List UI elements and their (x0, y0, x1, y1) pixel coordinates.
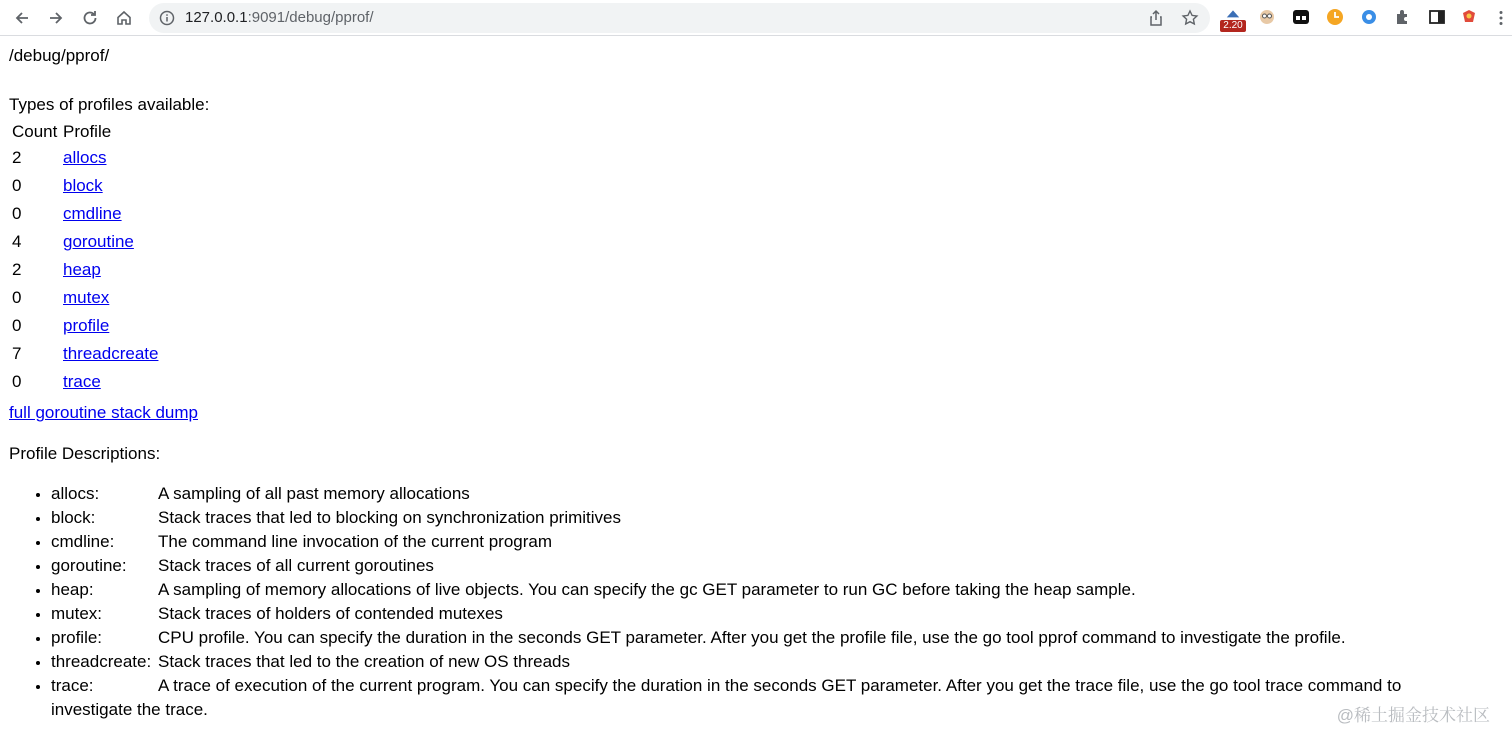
extension-badge: 2.20 (1220, 20, 1246, 32)
back-arrow-icon[interactable] (9, 5, 35, 31)
watermark: @稀土掘金技术社区 (1336, 706, 1490, 725)
profile-count: 2 (12, 260, 22, 279)
description-text: The command line invocation of the current program (158, 532, 553, 551)
browser-menu-kebab-icon[interactable] (1492, 5, 1510, 31)
profile-link-profile[interactable]: profile (63, 316, 110, 335)
list-item (51, 578, 1491, 602)
count-column-header: Count (12, 122, 58, 141)
profile-avatar[interactable] (1460, 8, 1478, 26)
description-name: • block: (51, 508, 96, 527)
profile-link-cmdline[interactable]: cmdline (63, 204, 122, 223)
description-name: • trace: (51, 676, 94, 695)
list-item (51, 506, 1491, 530)
forward-arrow-icon[interactable] (43, 5, 69, 31)
home-icon[interactable] (111, 5, 137, 31)
description-name: • threadcreate: (51, 652, 152, 671)
profile-link-threadcreate[interactable]: threadcreate (63, 344, 159, 363)
list-item (51, 554, 1491, 578)
description-text: Stack traces of all current goroutines (158, 556, 434, 575)
reload-icon[interactable] (77, 5, 103, 31)
description-name: • mutex: (51, 604, 103, 623)
descriptions-heading: Profile Descriptions: (9, 444, 161, 463)
list-item (51, 674, 1491, 722)
description-name: • heap: (51, 580, 94, 599)
table-row (12, 340, 158, 368)
list-item (51, 482, 1491, 506)
profile-link-block[interactable]: block (63, 176, 103, 195)
table-header-row (12, 120, 158, 144)
url-text[interactable] (185, 3, 374, 33)
address-bar[interactable] (149, 3, 1210, 33)
url-path: :9091/debug/pprof/ (247, 9, 374, 26)
description-continuation: investigate the trace. (51, 700, 208, 719)
browser-toolbar (0, 0, 1512, 36)
profile-link-trace[interactable]: trace (63, 372, 101, 391)
description-text: Stack traces of holders of contended mutexes (158, 604, 503, 623)
list-item (51, 602, 1491, 626)
description-text: Stack traces that led to blocking on synchronization primitives (158, 508, 622, 527)
full-goroutine-dump-link[interactable]: full goroutine stack dump (9, 403, 198, 422)
description-name: • cmdline: (51, 532, 115, 551)
profile-link-mutex[interactable]: mutex (63, 288, 110, 307)
table-row (12, 312, 158, 340)
profile-link-goroutine[interactable]: goroutine (63, 232, 134, 251)
profile-count: 0 (12, 316, 22, 335)
description-name: • allocs: (51, 484, 100, 503)
list-item (51, 530, 1491, 554)
types-heading: Types of profiles available: (9, 95, 210, 114)
page-content (0, 36, 1512, 746)
profile-column-header: Profile (63, 122, 112, 141)
profiles-table (9, 120, 161, 396)
extension-clock-icon[interactable] (1326, 8, 1344, 26)
extension-game-icon[interactable] (1292, 8, 1310, 26)
description-text: A sampling of all past memory allocations (158, 484, 470, 503)
description-name: • goroutine: (51, 556, 127, 575)
list-item (51, 650, 1491, 674)
profile-count: 0 (12, 204, 22, 223)
table-row (12, 228, 158, 256)
site-info-icon[interactable] (159, 10, 175, 26)
table-row (12, 144, 158, 172)
description-text: CPU profile. You can specify the duration in the seconds GET parameter. After you get the profile file, use the go tool pprof command to investigate the profile. (158, 628, 1346, 647)
page-title: /debug/pprof/ (9, 46, 110, 65)
profile-count: 4 (12, 232, 22, 251)
profile-count: 2 (12, 148, 22, 167)
share-icon[interactable] (1147, 9, 1165, 27)
description-text: A sampling of memory allocations of live objects. You can specify the gc GET parameter to run GC before taking the heap sample. (158, 580, 1136, 599)
extensions-puzzle-icon[interactable] (1394, 8, 1412, 26)
bookmark-star-icon[interactable] (1181, 9, 1199, 27)
profile-count: 7 (12, 344, 22, 363)
table-row (12, 172, 158, 200)
profile-count: 0 (12, 372, 22, 391)
url-host: 127.0.0.1 (185, 9, 248, 26)
profile-count: 0 (12, 288, 22, 307)
table-row (12, 368, 158, 396)
side-panel-icon[interactable] (1428, 8, 1446, 26)
profile-count: 0 (12, 176, 22, 195)
table-row (12, 284, 158, 312)
list-item (51, 626, 1491, 650)
profile-link-allocs[interactable]: allocs (63, 148, 107, 167)
extension-gear-icon[interactable] (1360, 8, 1378, 26)
descriptions-list (0, 482, 1491, 722)
description-text: A trace of execution of the current program. You can specify the duration in the seconds GET parameter. After you get the trace file, use the go tool trace command to (158, 676, 1402, 695)
profile-link-heap[interactable]: heap (63, 260, 101, 279)
description-text: Stack traces that led to the creation of new OS threads (158, 652, 571, 671)
description-name: • profile: (51, 628, 103, 647)
table-row (12, 200, 158, 228)
extension-face-icon[interactable] (1258, 8, 1276, 26)
table-row (12, 256, 158, 284)
